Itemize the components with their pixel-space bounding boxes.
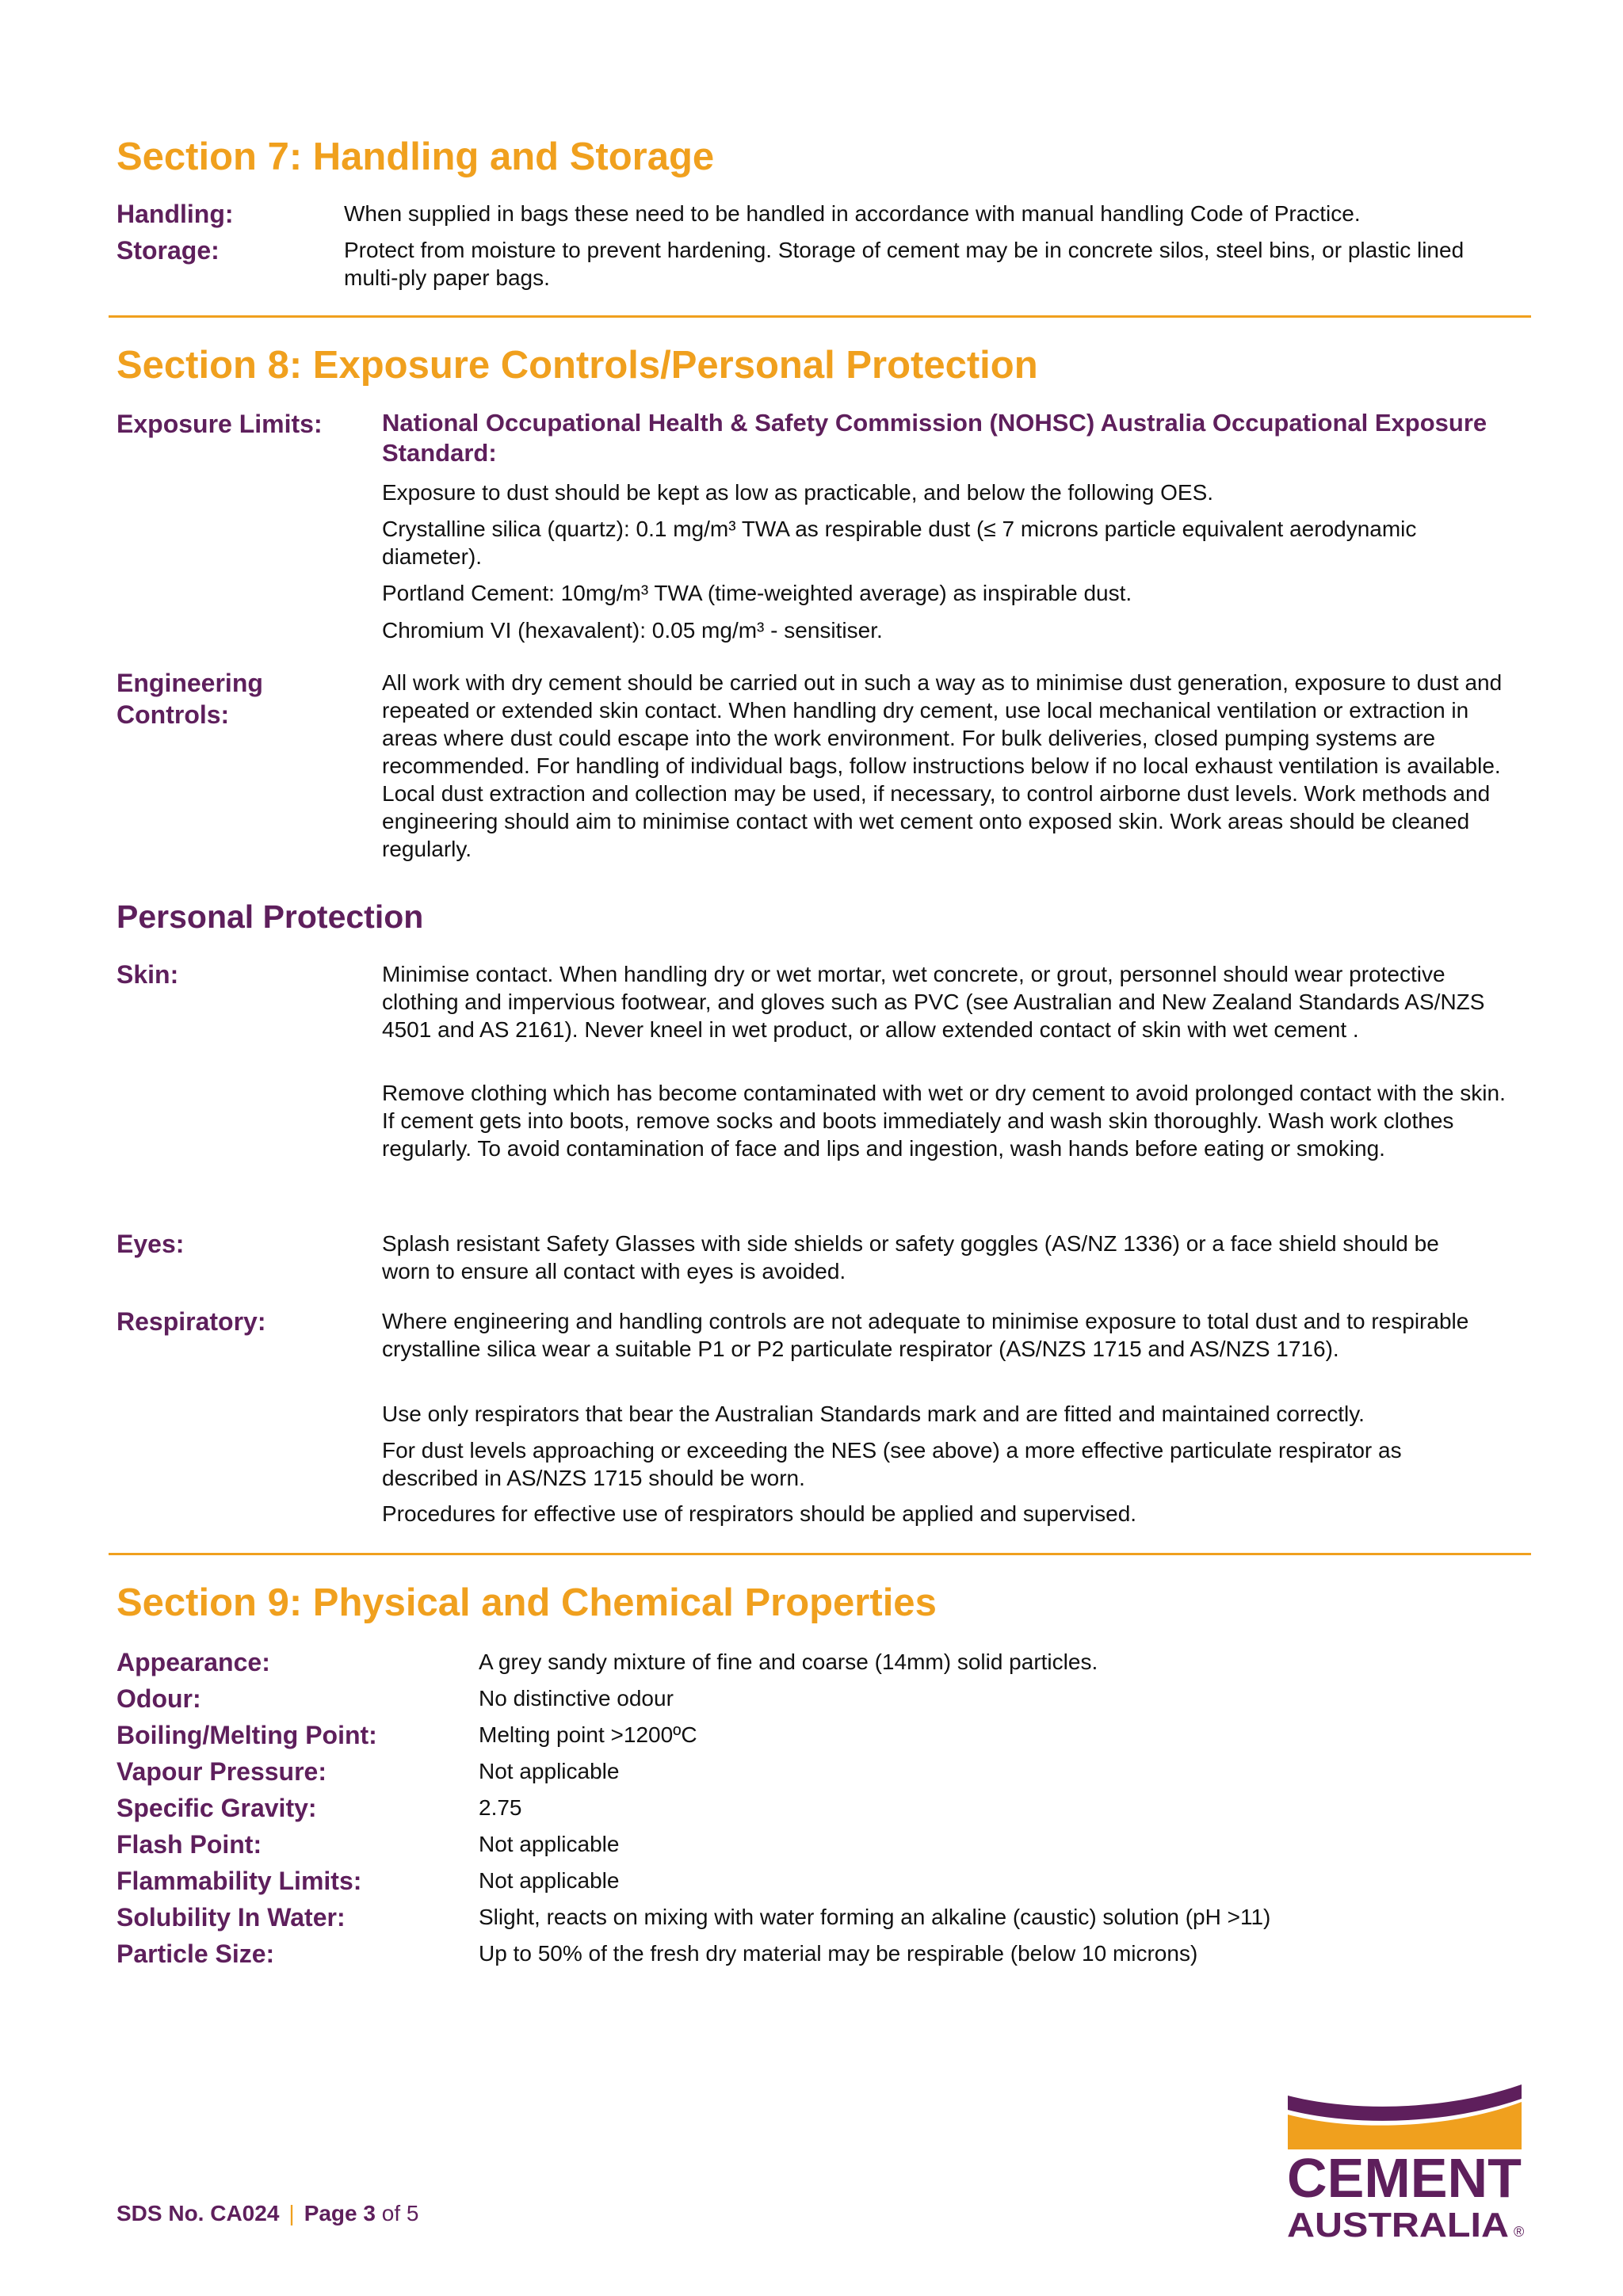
section-7-title: Section 7: Handling and Storage [116,135,715,178]
property-label: Specific Gravity: [116,1794,317,1822]
exposure-paragraph: Portland Cement: 10mg/m³ TWA (time-weighted average) as inspirable dust. [382,581,1132,605]
skin-label: Skin: [116,960,179,989]
storage-text: Protect from moisture to prevent hardening. Storage of cement may be in concrete silos, steel bins, or plastic lined multi-ply paper bags. [344,238,1465,290]
page-total: of 5 [381,2201,419,2225]
handling-text: When supplied in bags these need to be handled in accordance with manual handling Code of Practice. [344,201,1361,226]
section-divider [109,1553,1531,1555]
eyes-text: Splash resistant Safety Glasses with side shields or safety goggles (AS/NZ 1336) or a face shield should be worn to ensure all contact with eyes is avoided. [382,1231,1439,1283]
property-value: Not applicable [479,1868,620,1893]
property-label: Boiling/Melting Point: [116,1721,377,1749]
exposure-standard-heading: National Occupational Health & Safety Commission (NOHSC) Australia Occupational Exposure Standard: [382,409,1487,467]
page-number: 3 [363,2201,376,2225]
page-footer [116,2200,418,2227]
property-label: Particle Size: [116,1939,275,1968]
logo-registered-mark: ® [1514,2224,1525,2240]
footer-separator: | [288,2201,295,2225]
section-8-title: Section 8: Exposure Controls/Personal Protection [116,344,1038,387]
cement-australia-logo [1284,2080,1537,2254]
respiratory-paragraph: For dust levels approaching or exceeding the NES (see above) a more effective particulate respirator as described in AS/NZS 1715 should be worn. [382,1438,1402,1490]
logo-word-cement: CEMENT [1287,2147,1522,2209]
engineering-controls-label: Engineering Controls: [116,669,263,729]
section-9-title: Section 9: Physical and Chemical Properties [116,1581,937,1624]
property-value: No distinctive odour [479,1686,674,1711]
property-value: Not applicable [479,1832,620,1856]
property-label: Flash Point: [116,1830,262,1859]
page-word: Page [304,2201,357,2225]
exposure-limits-label: Exposure Limits: [116,410,323,438]
respiratory-paragraph: Where engineering and handling controls are not adequate to minimise exposure to total dust and to respirable crystalline silica wear a suitable P1 or P2 particulate respirator (AS/NZS 1715 and AS/NZS 1716). [382,1309,1469,1361]
sds-number: SDS No. CA024 [116,2201,280,2225]
property-value: Slight, reacts on mixing with water forming an alkaline (caustic) solution (pH >11) [479,1905,1271,1929]
skin-paragraph: Minimise contact. When handling dry or wet mortar, wet concrete, or grout, personnel should wear protective clothing and impervious footwear, and gloves such as PVC (see Australian and New Zealand Standards AS/NZS 4501 and AS 2161). Never kneel in wet product, or allow extended contact of skin with wet cement . [382,962,1485,1042]
respiratory-label: Respiratory: [116,1307,266,1336]
personal-protection-title: Personal Protection [116,898,424,935]
property-label: Odour: [116,1684,201,1713]
handling-label: Handling: [116,200,234,228]
eyes-label: Eyes: [116,1230,185,1258]
exposure-paragraph: Exposure to dust should be kept as low as practicable, and below the following OES. [382,480,1214,505]
property-value: Not applicable [479,1759,620,1783]
property-value: Up to 50% of the fresh dry material may be respirable (below 10 microns) [479,1941,1198,1966]
skin-paragraph: Remove clothing which has become contaminated with wet or dry cement to avoid prolonged contact with the skin. If cement gets into boots, remove socks and boots immediately and wash skin thoroughly. Wash work clothes regularly. To avoid contamination of face and lips and ingestion, wash hands before eating or smoking. [382,1081,1506,1161]
property-label: Vapour Pressure: [116,1757,327,1786]
property-label: Flammability Limits: [116,1867,362,1895]
exposure-paragraph: Crystalline silica (quartz): 0.1 mg/m³ TWA as respirable dust (≤ 7 microns particle equivalent aerodynamic diameter). [382,517,1417,569]
property-value: Melting point >1200ºC [479,1722,697,1747]
exposure-paragraph: Chromium VI (hexavalent): 0.05 mg/m³ - sensitiser. [382,618,883,643]
respiratory-paragraph: Procedures for effective use of respirators should be applied and supervised. [382,1501,1137,1526]
property-label: Solubility In Water: [116,1903,346,1932]
property-value: A grey sandy mixture of fine and coarse (14mm) solid particles. [479,1650,1098,1674]
storage-label: Storage: [116,236,220,265]
respiratory-paragraph: Use only respirators that bear the Australian Standards mark and are fitted and maintained correctly. [382,1402,1365,1426]
engineering-controls-text: All work with dry cement should be carried out in such a way as to minimise dust generation, exposure to dust and repeated or extended skin contact. When handling dry cement, use local mechanical ventilation or extraction in areas where dust could escape into the work environment. For bulk deliveries, closed pumping systems are recommended. For handling of individual bags, follow instructions below if no local exhaust ventilation is available. Local dust extraction and collection may be used, if necessary, to control airborne dust levels. Work methods and engineering should aim to minimise contact with wet cement onto exposed skin. Work areas should be cleaned regularly. [382,670,1503,861]
property-label: Appearance: [116,1648,270,1676]
property-value: 2.75 [479,1795,522,1820]
section-divider [109,315,1531,318]
logo-word-australia: AUSTRALIA [1287,2206,1509,2245]
